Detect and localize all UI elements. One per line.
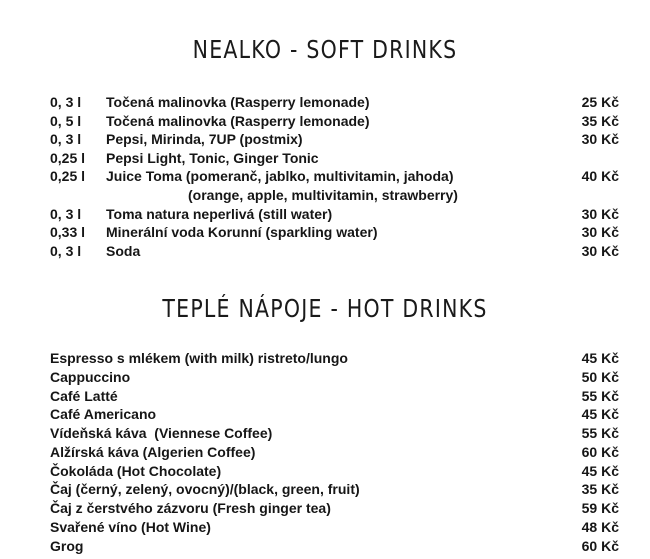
menu-item [0, 499, 650, 518]
item-price: 45 Kč [581, 463, 619, 479]
menu-item [0, 387, 650, 406]
menu-item [0, 405, 650, 424]
item-price: 45 Kč [581, 350, 619, 366]
menu-item [0, 349, 650, 368]
item-volume: 0,25 l [50, 150, 86, 166]
item-name: Čaj z čerstvého zázvoru (Fresh ginger tea) [50, 500, 331, 516]
item-name: Minerální voda Korunní (sparkling water) [106, 224, 378, 240]
menu-item [0, 518, 650, 537]
item-volume: 0, 3 l [50, 206, 82, 222]
menu-item [0, 443, 650, 462]
item-name: (orange, apple, multivitamin, strawberry) [188, 187, 458, 203]
hot-drinks-heading: TEPLÉ NÁPOJE - HOT DRINKS [162, 294, 488, 323]
menu-item [0, 537, 650, 556]
item-price: 30 Kč [581, 131, 619, 147]
item-price: 30 Kč [581, 206, 619, 222]
item-name: Juice Toma (pomeranč, jablko, multivitamin, jahoda) [106, 168, 454, 184]
menu-item [0, 149, 650, 168]
item-price: 60 Kč [581, 444, 619, 460]
item-price: 50 Kč [581, 369, 619, 385]
menu-item [0, 462, 650, 481]
item-name: Pepsi Light, Tonic, Ginger Tonic [106, 150, 319, 166]
menu-item [0, 368, 650, 387]
soft-drinks-heading: NEALKO - SOFT DRINKS [192, 35, 458, 64]
item-price: 55 Kč [581, 425, 619, 441]
item-price: 30 Kč [581, 243, 619, 259]
item-price: 45 Kč [581, 406, 619, 422]
item-price: 35 Kč [581, 481, 619, 497]
item-volume: 0, 3 l [50, 131, 82, 147]
item-volume: 0, 3 l [50, 94, 82, 110]
item-price: 60 Kč [581, 538, 619, 554]
item-volume: 0,25 l [50, 168, 86, 184]
menu-item [0, 480, 650, 499]
item-name: Točená malinovka (Rasperry lemonade) [106, 113, 370, 129]
menu-item [0, 205, 650, 224]
item-name: Točená malinovka (Rasperry lemonade) [106, 94, 370, 110]
item-price: 35 Kč [581, 113, 619, 129]
menu-item [0, 424, 650, 443]
item-name: Vídeňská káva (Viennese Coffee) [50, 425, 273, 441]
item-name: Espresso s mlékem (with milk) ristreto/lungo [50, 350, 348, 366]
item-price: 25 Kč [581, 94, 619, 110]
item-volume: 0, 5 l [50, 113, 82, 129]
menu-item [0, 130, 650, 149]
menu-item [0, 242, 650, 261]
item-name: Pepsi, Mirinda, 7UP (postmix) [106, 131, 303, 147]
item-name: Toma natura neperlivá (still water) [106, 206, 333, 222]
item-price: 48 Kč [581, 519, 619, 535]
item-name: Svařené víno (Hot Wine) [50, 519, 211, 535]
menu-item [0, 112, 650, 131]
item-price: 59 Kč [581, 500, 619, 516]
menu-item [0, 167, 650, 186]
item-price: 40 Kč [581, 168, 619, 184]
item-volume: 0,33 l [50, 224, 86, 240]
item-name: Čaj (černý, zelený, ovocný)/(black, green, fruit) [50, 481, 360, 497]
item-volume: 0, 3 l [50, 243, 82, 259]
menu-item-continuation [0, 186, 650, 205]
menu-item [0, 93, 650, 112]
item-name: Alžírská káva (Algerien Coffee) [50, 444, 256, 460]
item-price: 55 Kč [581, 388, 619, 404]
item-name: Soda [106, 243, 141, 259]
item-name: Cappuccino [50, 369, 131, 385]
item-name: Grog [50, 538, 84, 554]
item-name: Čokoláda (Hot Chocolate) [50, 463, 222, 479]
item-name: Café Latté [50, 388, 118, 404]
item-name: Café Americano [50, 406, 157, 422]
menu-item [0, 223, 650, 242]
item-price: 30 Kč [581, 224, 619, 240]
